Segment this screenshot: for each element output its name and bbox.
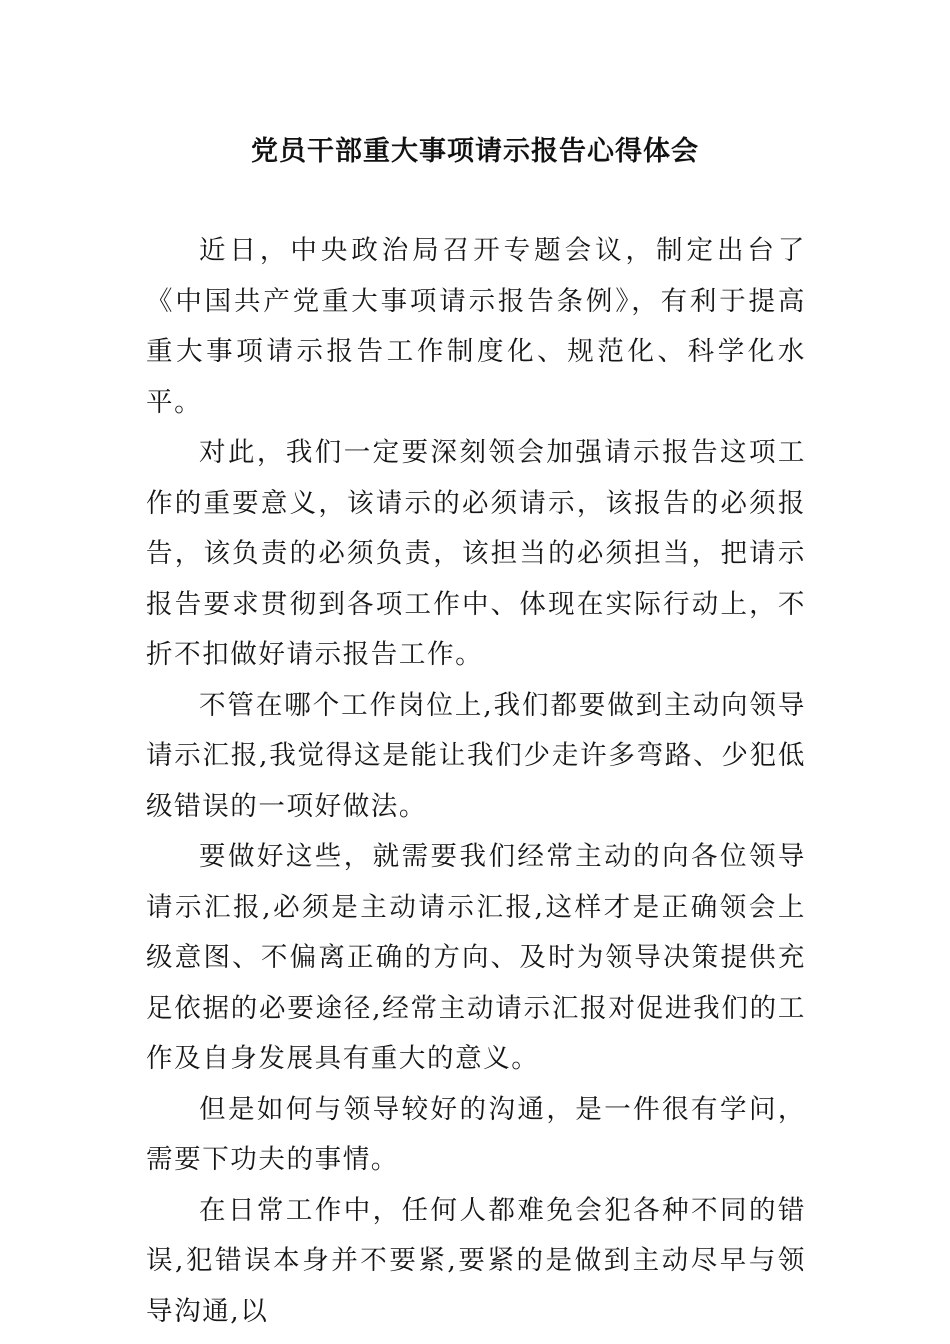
paragraph-3: 不管在哪个工作岗位上,我们都要做到主动向领导请示汇报,我觉得这是能让我们少走许多弯路、少犯低级错误的一项好做法。: [146, 689, 806, 822]
paragraph-5: 但是如何与领导较好的沟通，是一件很有学问，需要下功夫的事情。: [146, 1093, 806, 1175]
paragraph-1: 近日，中央政治局召开专题会议，制定出台了《中国共产党重大事项请示报告条例》，有利于提高重大事项请示报告工作制度化、规范化、科学化水平。: [146, 235, 806, 418]
document-title: 党员干部重大事项请示报告心得体会: [251, 136, 699, 167]
document-body: [146, 226, 806, 1337]
paragraph-4: 要做好这些，就需要我们经常主动的向各位领导请示汇报,必须是主动请示汇报,这样才是正确领会上级意图、不偏离正确的方向、及时为领导决策提供充足依据的必要途径,经常主动请示汇报对促进我们的工作及自身发展具有重大的意义。: [146, 841, 806, 1074]
paragraph-6: 在日常工作中，任何人都难免会犯各种不同的错误,犯错误本身并不要紧,要紧的是做到主动尽早与领导沟通,以: [146, 1194, 806, 1327]
paragraph-2: 对此，我们一定要深刻领会加强请示报告这项工作的重要意义，该请示的必须请示，该报告的必须报告，该负责的必须负责，该担当的必须担当，把请示报告要求贯彻到各项工作中、体现在实际行动上，不折不扣做好请示报告工作。: [146, 437, 806, 670]
